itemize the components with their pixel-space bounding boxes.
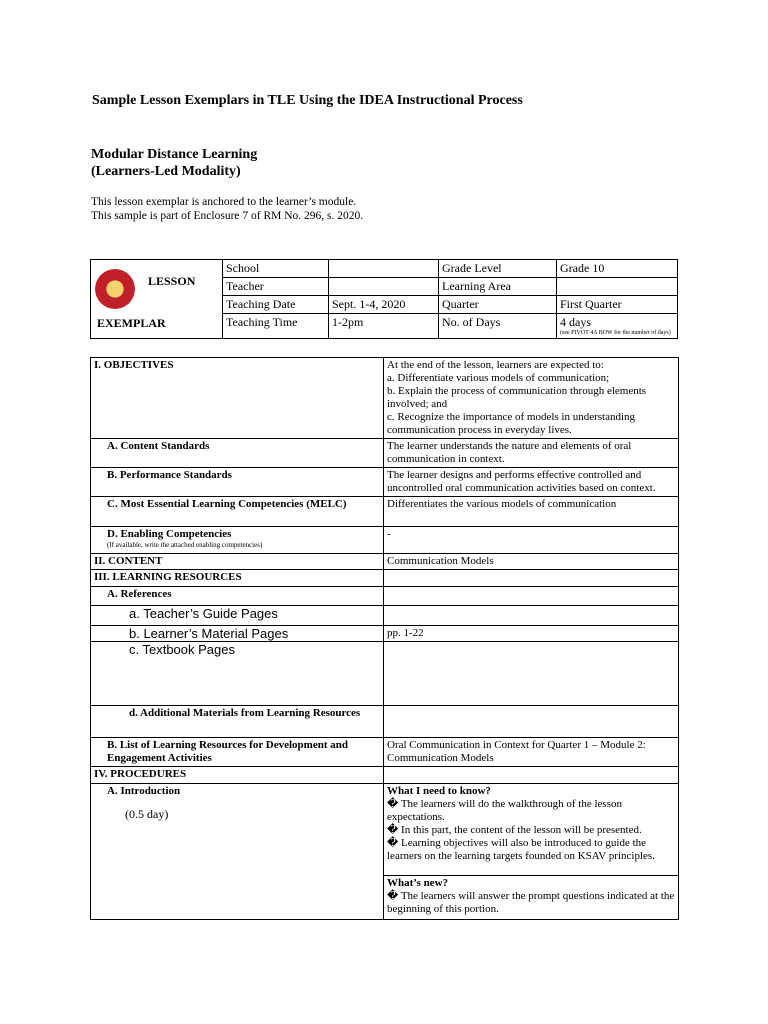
objectives-cell: At the end of the lesson, learners are expected to: a. Differentiate various models of communication; b. Explain the process of communication through elements involved; and c. Recognize the importance of models in understanding communication process in everyday lives. bbox=[384, 358, 679, 439]
logo-cell: LESSON EXEMPLAR bbox=[91, 260, 223, 339]
modality-heading: Modular Distance Learning (Learners-Led Modality) bbox=[91, 147, 258, 179]
lesson-table: I. OBJECTIVES At the end of the lesson, learners are expected to: a. Differentiate various models of communication; b. Explain the process of communication through elements involved; and c. Recognize the importance of models in understanding communication process in everyday lives. A. Content Standards The learner understands the nature and elements of oral communication in context. B. Performance Standards The learner designs and performs effective controlled and uncontrolled oral communication activities based on context. C. Most Essential Learning Competencies (MELC) Differentiates the various models of communication D. Enabling Competencies (If available, write the attached enabling competencies) - II. CONTENT Communication Models III. LEARNING RESOURCES A. References a. Teacher’s Guide Pages b. Learner’s Material Pages pp. 1-22 c. Textbook Pages d. Additional Materials from Learning Resources B. List of Learning Resources for Development and Engagement Activities Oral Communication in Context for Quarter 1 – Module 2: Communication Models IV. PROCEDURES A. Introduction (0.5 day) What I need to know? � The learners will do the walkthrough of the lesson expectations. � In this part, the content of the lesson will be presented. � Learning objectives will also be introduced to guide the learners on the learning targets founded on KSAV principles. What’s new? � The learners will answer the prompt questions indicated at the beginning of this portion. bbox=[90, 357, 679, 920]
intro-text: This lesson exemplar is anchored to the learner’s module. This sample is part of Enclosure 7 of RM No. 296, s. 2020. bbox=[91, 196, 364, 222]
header-table: LESSON EXEMPLAR School Grade Level Grade 10 Teacher Learning Area Teaching Date Sept. 1-4, 2020 Quarter First Quarter Teaching Time 1-2pm No. of Days 4 days (see PIVOT 4A BOW for the number of days) bbox=[90, 259, 678, 339]
page-title: Sample Lesson Exemplars in TLE Using the IDEA Instructional Process bbox=[92, 93, 523, 108]
deped-seal-icon bbox=[95, 269, 135, 309]
